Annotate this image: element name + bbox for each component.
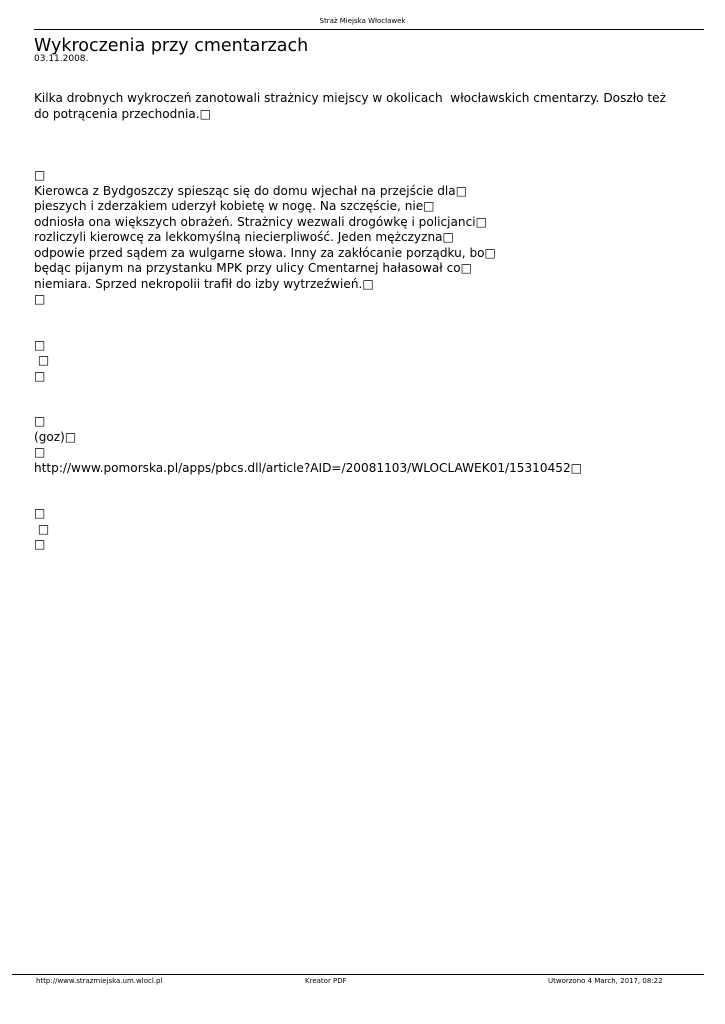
body-line: odniosła ona większych obrażeń. Strażnicy wezwali drogówkę i policjanci□	[34, 214, 488, 229]
body-line: □	[34, 168, 46, 182]
placeholder-group	[34, 338, 704, 385]
footer-divider	[12, 974, 704, 975]
footer-generator: Kreator PDF	[305, 977, 347, 985]
source-line: □	[34, 445, 46, 459]
placeholder-line: □	[34, 506, 46, 520]
page-header: Straż Miejska Włocławek	[319, 17, 406, 25]
article-source	[34, 414, 704, 476]
source-url: http://www.pomorska.pl/apps/pbcs.dll/article?AID=/20081103/WLOCLAWEK01/15310452□	[34, 460, 583, 475]
body-line: niemiara. Sprzed nekropolii trafił do izby wytrzeźwień.□	[34, 276, 374, 291]
body-line: Kierowca z Bydgoszczy spiesząc się do domu wjechał na przejście dla□	[34, 183, 468, 198]
body-line: odpowie przed sądem za wulgarne słowa. Inny za zakłócanie porządku, bo□	[34, 245, 496, 260]
header-divider	[34, 29, 704, 30]
lead-line: Kilka drobnych wykroczeń zanotowali strażnicy miejscy w okolicach włocławskich cmentarzy. Doszło też	[34, 91, 666, 105]
author-signature: (goz)□	[34, 429, 77, 444]
placeholder-line: □	[34, 368, 46, 383]
placeholder-line: □	[34, 521, 50, 536]
body-line: rozliczyli kierowcę za lekkomyślną niecierpliwość. Jeden mężczyzna□	[34, 230, 454, 244]
article-lead	[34, 91, 704, 122]
body-line: będąc pijanym na przystanku MPK przy ulicy Cmentarnej hałasował co□	[34, 261, 473, 275]
article-date: 03.11.2008.	[34, 54, 89, 64]
body-line: □	[34, 292, 46, 306]
footer-url: http://www.strazmiejska.um.wlocl.pl	[36, 977, 163, 985]
article-body	[34, 168, 704, 308]
placeholder-line: □	[34, 537, 46, 551]
body-line: pieszych i zderzakiem uderzył kobietę w nogę. Na szczęście, nie□	[34, 199, 435, 213]
placeholder-line: □	[34, 337, 46, 352]
source-line: □	[34, 414, 46, 428]
lead-line: do potrącenia przechodnia.□	[34, 106, 212, 121]
placeholder-line: □	[34, 353, 50, 367]
placeholder-group	[34, 506, 704, 553]
article	[34, 36, 704, 553]
footer-created: Utworzono 4 March, 2017, 08:22	[548, 977, 663, 985]
article-title: Wykroczenia przy cmentarzach	[34, 36, 309, 56]
